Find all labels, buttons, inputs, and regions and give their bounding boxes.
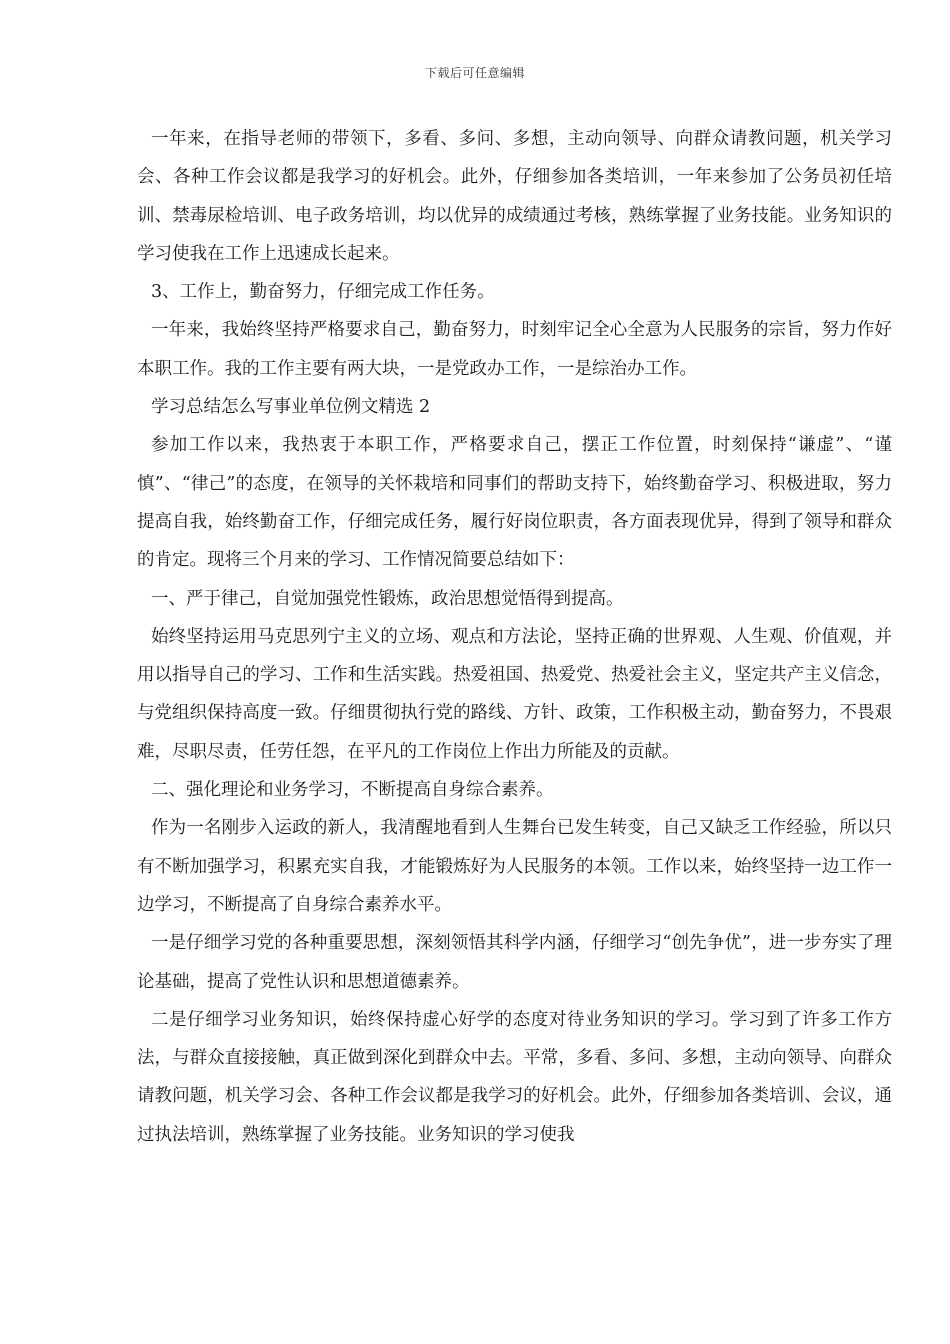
- paragraph-study-review: 一年来，在指导老师的带领下，多看、多问、多想，主动向领导、向群众请教问题，机关学习会、各种工作会议都是我学习的好机会。此外，仔细参加各类培训，一年来参加了公务员初任培训、禁毒尿检培训、电子政务培训，均以优异的成绩通过考核，熟练掌握了业务技能。业务知识的学习使我在工作上迅速成长起来。: [137, 129, 892, 264]
- paragraph-party-thought-study: 一是仔细学习党的各种重要思想，深刻领悟其科学内涵，仔细学习“创先争优”，进一步夯实了理论基础，提高了党性认识和思想道德素养。: [137, 933, 892, 992]
- page-header: 下载后可任意编辑: [424, 66, 525, 80]
- paragraph-political-thought: 始终坚持运用马克思列宁主义的立场、观点和方法论，坚持正确的世界观、人生观、价值观，并用以指导自己的学习、工作和生活实践。热爱祖国、热爱党、热爱社会主义，坚定共产主义信念，与党组织保持高度一致。仔细贯彻执行党的路线、方针、政策，工作积极主动，勤奋努力，不畏艰难，尽职尽责，任劳任怨，在平凡的工作岗位上作出力所能及的贡献。: [137, 626, 892, 762]
- paragraph-introduction: 参加工作以来，我热衷于本职工作，严格要求自己，摆正工作位置，时刻保持“谦虚”、“谨慎”、“律己”的态度，在领导的关怀栽培和同事们的帮助支持下，始终勤奋学习、积极进取，努力提高自我，始终勤奋工作，仔细完成任务，履行好岗位职责，各方面表现优异，得到了领导和群众的肯定。现将三个月来的学习、工作情况简要总结如下：: [137, 435, 892, 571]
- paragraph-business-knowledge: 二是仔细学习业务知识，始终保持虚心好学的态度对待业务知识的学习。学习到了许多工作方法，与群众直接接触，真正做到深化到群众中去。平常，多看、多问、多想，主动向领导、向群众请教问题，机关学习会、各种工作会议都是我学习的好机会。此外，仔细参加各类培训、会议，通过执法培训，熟练掌握了业务技能。业务知识的学习使我: [137, 1009, 892, 1145]
- document-title-sample-2: 学习总结怎么写事业单位例文精选 2: [151, 397, 431, 418]
- section-heading-theory-study: 二、强化理论和业务学习，不断提高自身综合素养。: [151, 780, 554, 801]
- section-heading-self-discipline: 一、严于律己，自觉加强党性锻炼，政治思想觉悟得到提高。: [151, 588, 624, 609]
- section-heading-work-tasks: 3、工作上，勤奋努力，仔细完成工作任务。: [151, 282, 495, 303]
- document-body: [137, 120, 892, 1154]
- paragraph-work-diligence: 一年来，我始终坚持严格要求自己，勤奋努力，时刻牢记全心全意为人民服务的宗旨，努力作好本职工作。我的工作主要有两大块，一是党政办工作，一是综治办工作。: [137, 320, 892, 379]
- paragraph-new-staff: 作为一名刚步入运政的新人，我清醒地看到人生舞台已发生转变，自己又缺乏工作经验，所以只有不断加强学习，积累充实自我，才能锻炼好为人民服务的本领。工作以来，始终坚持一边工作一边学习，不断提高了自身综合素养水平。: [137, 818, 892, 915]
